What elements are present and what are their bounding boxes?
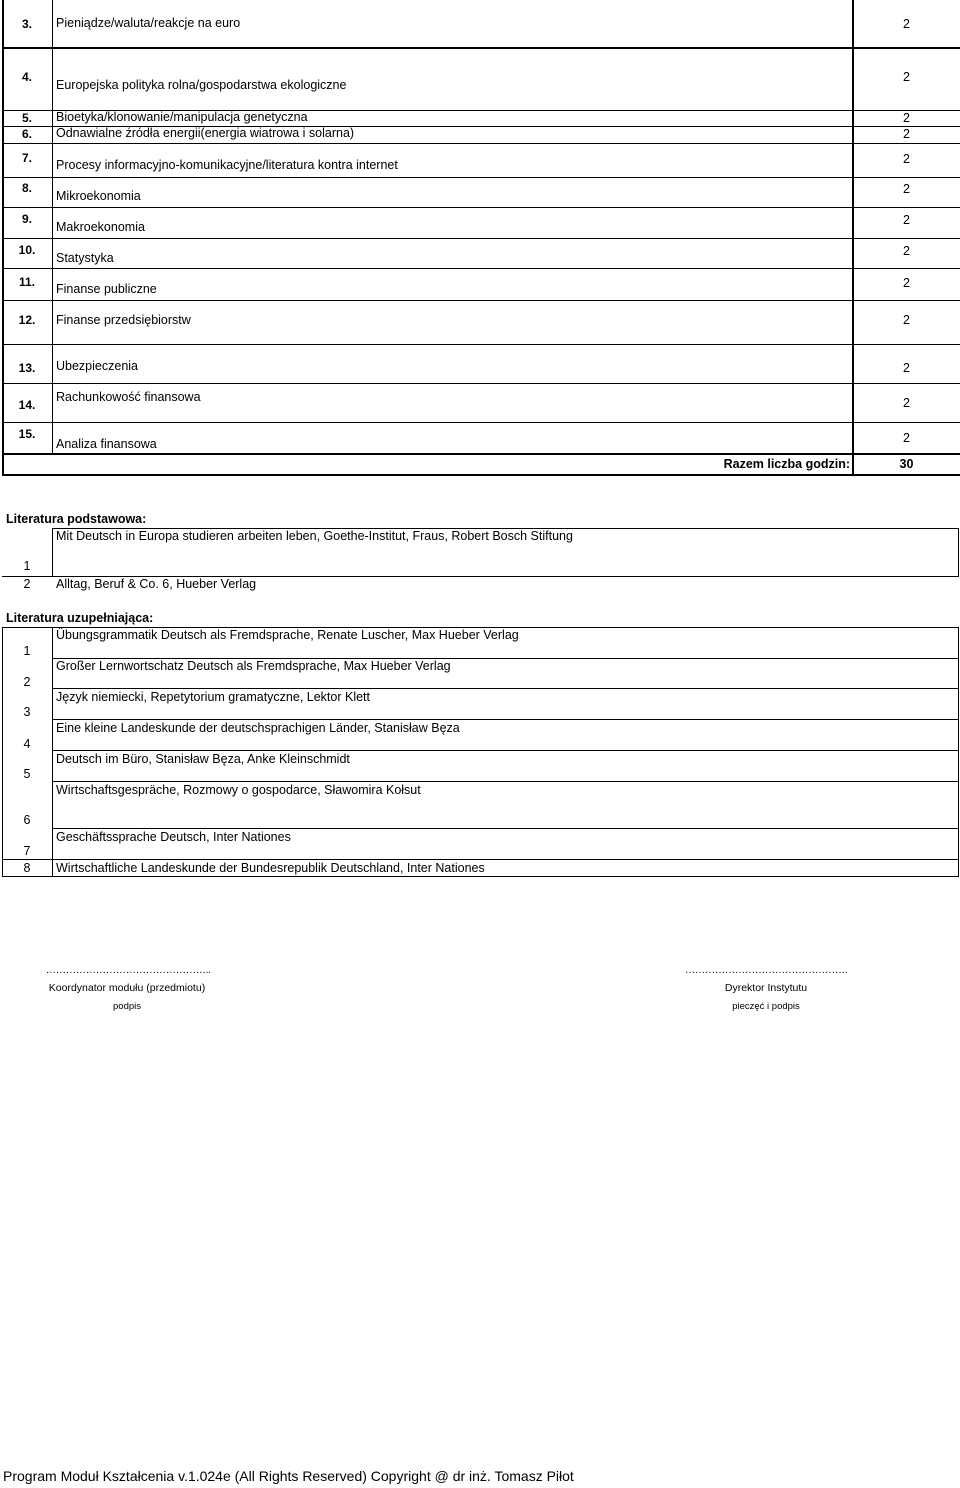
item-number: 2 xyxy=(23,675,31,689)
row-title: Pieniądze/waluta/reakcje na euro xyxy=(56,16,241,30)
item-text: Język niemiecki, Repetytorium gramatyczne, Lektor Klett xyxy=(56,690,371,704)
row-hours: 2 xyxy=(903,127,910,141)
row-number: 10. xyxy=(18,243,36,257)
row-title: Bioetyka/klonowanie/manipulacja genetyczna xyxy=(56,110,308,124)
row-hours: 2 xyxy=(903,396,910,410)
row-hours: 2 xyxy=(903,313,910,327)
row-title: Finanse przedsiębiorstw xyxy=(56,313,191,327)
total-value: 30 xyxy=(899,457,914,471)
row-title: Ubezpieczenia xyxy=(56,359,138,373)
row-hours: 2 xyxy=(903,182,910,196)
item-number: 5 xyxy=(23,767,31,781)
row-number: 4. xyxy=(21,70,32,84)
item-number: 7 xyxy=(23,844,31,858)
row-number: 14. xyxy=(18,398,36,412)
row-number: 3. xyxy=(21,17,32,31)
item-text: Eine kleine Landeskunde der deutschsprachigen Länder, Stanisław Bęza xyxy=(56,721,460,735)
row-number: 12. xyxy=(18,313,36,327)
row-title: Makroekonomia xyxy=(56,220,145,234)
signature-note: podpis xyxy=(113,1001,141,1012)
item-number: 3 xyxy=(23,705,31,719)
signature-line: …………………………………………. xyxy=(684,964,848,976)
row-number: 6. xyxy=(21,127,32,141)
item-text: Mit Deutsch in Europa studieren arbeiten leben, Goethe-Institut, Fraus, Robert Bosch Stiftung xyxy=(56,529,573,543)
row-title: Finanse publiczne xyxy=(56,282,157,296)
item-number: 2 xyxy=(23,577,31,591)
row-hours: 2 xyxy=(903,152,910,166)
row-title: Analiza finansowa xyxy=(56,437,157,451)
item-text: Wirtschaftliche Landeskunde der Bundesrepublik Deutschland, Inter Nationes xyxy=(56,861,485,875)
row-title: Europejska polityka rolna/gospodarstwa ekologiczne xyxy=(56,78,347,92)
row-number: 15. xyxy=(18,427,36,441)
row-title: Rachunkowość finansowa xyxy=(56,390,201,404)
total-label: Razem liczba godzin: xyxy=(723,457,850,471)
literature-supplementary-heading: Literatura uzupełniająca: xyxy=(6,611,154,625)
item-number: 4 xyxy=(23,737,31,751)
item-text: Wirtschaftsgespräche, Rozmowy o gospodarce, Sławomira Kołsut xyxy=(56,783,421,797)
row-hours: 2 xyxy=(903,111,910,125)
item-text: Übungsgrammatik Deutsch als Fremdsprache, Renate Luscher, Max Hueber Verlag xyxy=(56,628,519,642)
row-title: Mikroekonomia xyxy=(56,189,141,203)
row-number: 5. xyxy=(21,111,32,125)
row-hours: 2 xyxy=(903,361,910,375)
item-number: 1 xyxy=(23,559,31,573)
row-hours: 2 xyxy=(903,213,910,227)
item-number: 8 xyxy=(23,861,31,875)
item-number: 1 xyxy=(23,644,31,658)
row-hours: 2 xyxy=(903,70,910,84)
row-hours: 2 xyxy=(903,431,910,445)
item-text: Geschäftssprache Deutsch, Inter Nationes xyxy=(56,830,291,844)
item-number: 6 xyxy=(23,813,31,827)
row-hours: 2 xyxy=(903,276,910,290)
row-number: 7. xyxy=(21,151,32,165)
footer-copyright: Program Moduł Kształcenia v.1.024e (All Rights Reserved) Copyright @ dr inż. Tomasz Piłot xyxy=(3,1468,574,1484)
row-title: Odnawialne źródła energii(energia wiatrowa i solarna) xyxy=(56,126,355,140)
row-title: Procesy informacyjno-komunikacyjne/literatura kontra internet xyxy=(56,158,398,172)
item-text: Großer Lernwortschatz Deutsch als Fremdsprache, Max Hueber Verlag xyxy=(56,659,451,673)
row-number: 13. xyxy=(18,361,36,375)
row-number: 8. xyxy=(21,181,32,195)
row-title: Statystyka xyxy=(56,251,114,265)
signature-role: Koordynator modułu (przedmiotu) xyxy=(48,982,206,994)
signature-role: Dyrektor Instytutu xyxy=(724,982,808,994)
row-hours: 2 xyxy=(903,244,910,258)
item-text: Deutsch im Büro, Stanisław Bęza, Anke Kleinschmidt xyxy=(56,752,350,766)
row-number: 9. xyxy=(21,212,32,226)
item-text: Alltag, Beruf & Co. 6, Hueber Verlag xyxy=(56,577,257,591)
row-hours: 2 xyxy=(903,17,910,31)
signature-note: pieczęć i podpis xyxy=(732,1001,800,1012)
row-number: 11. xyxy=(18,275,36,289)
signature-line: ………………………………………….. xyxy=(45,964,211,976)
literature-basic-heading: Literatura podstawowa: xyxy=(6,512,147,526)
